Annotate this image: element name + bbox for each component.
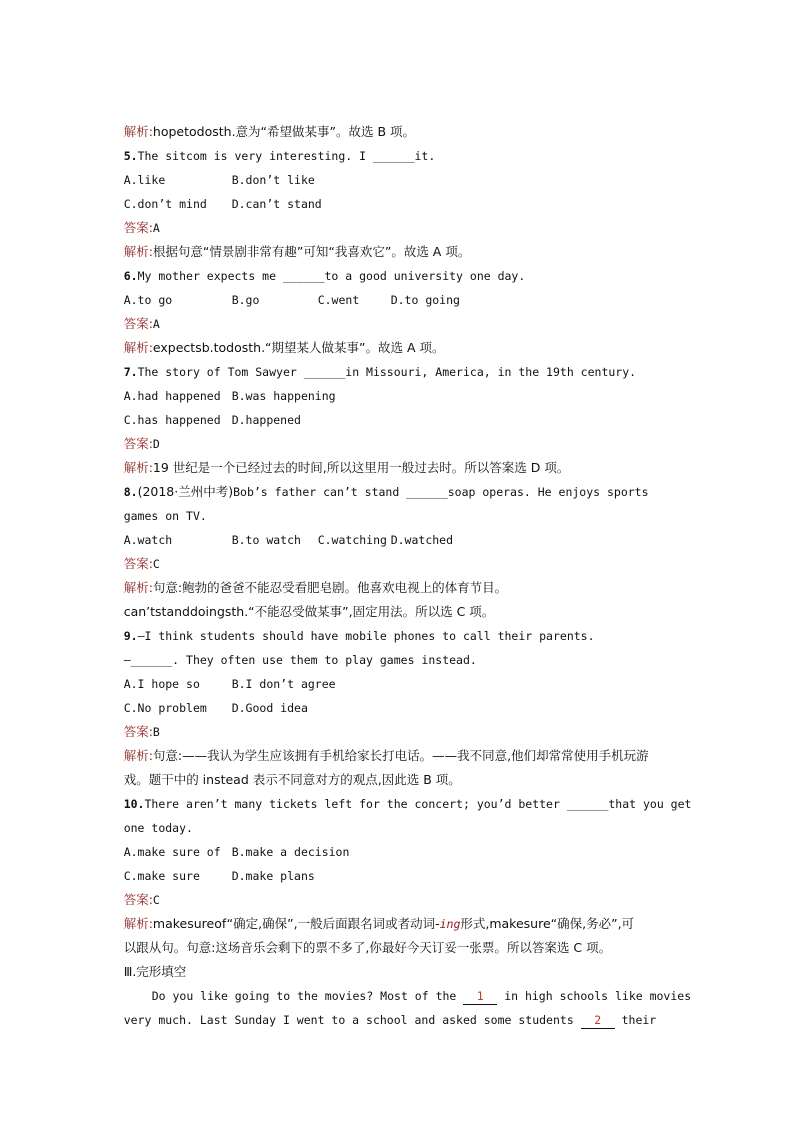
document-page (96, 96, 706, 1027)
answer-8: 答案:C (123, 556, 160, 571)
question-10-continued: one today. (123, 821, 193, 835)
explanation-5: 解析:根据句意“情景剧非常有趣”可知“我喜欢它”。故选 A 项。 (123, 244, 471, 259)
question-8-continued: games on TV. (123, 509, 207, 523)
section-title: Ⅲ.完形填空 (123, 964, 187, 979)
question-9: 9.—I think students should have mobile phones to call their parents. (123, 629, 595, 643)
answer-7: 答案:D (123, 436, 160, 451)
question-9-reply: —______. They often use them to play games instead. (123, 653, 477, 667)
question-5: 5.The sitcom is very interesting. I ______it. (123, 149, 436, 163)
question-7-options-ab: A.had happened B.was happening (123, 389, 336, 403)
question-7: 7.The story of Tom Sawyer ______in Missouri, America, in the 19th century. (123, 365, 637, 379)
explanation-10: 解析:makesureof“确定,确保”,一般后面跟名词或者动词-ing形式,makesure“确保,务必”,可 (123, 916, 635, 931)
answer-10: 答案:C (123, 892, 160, 907)
answer-6: 答案:A (123, 316, 160, 331)
question-7-options-cd: C.has happened D.happened (123, 413, 301, 427)
question-10-options-cd: C.make sure D.make plans (123, 869, 315, 883)
explanation-line: 解析:hopetodosth.意为“希望做某事”。故选 B 项。 (123, 124, 416, 139)
explanation-8-continued: can’tstanddoingsth.“不能忍受做某事”,固定用法。所以选 C 项。 (123, 604, 495, 619)
blank-1: 1 (463, 988, 497, 1005)
explanation-9-continued: 戏。题干中的 instead 表示不同意对方的观点,因此选 B 项。 (123, 772, 461, 787)
question-8-options: A.watch B.to watch C.watching D.watched (123, 533, 454, 547)
answer-5: 答案:A (123, 220, 160, 235)
explanation-6: 解析:expectsb.todosth.“期望某人做某事”。故选 A 项。 (123, 340, 445, 355)
explanation-9: 解析:句意:——我认为学生应该拥有手机给家长打电话。——我不同意,他们却常常使用手机玩游 (123, 748, 649, 763)
explanation-7: 解析:19 世纪是一个已经过去的时间,所以这里用一般过去时。所以答案选 D 项。 (123, 460, 570, 475)
question-9-options-cd: C.No problem D.Good idea (123, 701, 308, 715)
question-5-options-ab: A.like B.don’t like (123, 173, 315, 187)
question-9-options-ab: A.I hope so B.I don’t agree (123, 677, 336, 691)
question-6-options: A.to go B.go C.went D.to going (123, 293, 460, 307)
question-6: 6.My mother expects me ______to a good university one day. (123, 269, 526, 283)
explanation-10-continued: 以跟从句。句意:这场音乐会剩下的票不多了,你最好今天订妥一张票。所以答案选 C 项。 (123, 940, 612, 955)
question-10: 10.There aren’t many tickets left for the concert; you’d better ______that you get (123, 797, 692, 811)
question-5-options-cd: C.don’t mind D.can’t stand (123, 197, 322, 211)
blank-2: 2 (581, 1012, 615, 1029)
question-10-options-ab: A.make sure of B.make a decision (123, 845, 350, 859)
answer-9: 答案:B (123, 724, 160, 739)
question-8: 8.(2018·兰州中考)Bob’s father can’t stand ______soap operas. He enjoys sports (123, 484, 649, 499)
passage-line-2: very much. Last Sunday I went to a school and asked some students 2 their (123, 1013, 657, 1027)
explanation-8: 解析:句意:鲍勃的爸爸不能忍受看肥皂剧。他喜欢电视上的体育节目。 (123, 580, 508, 595)
passage-line-1: Do you like going to the movies? Most of the 1 in high schools like movies (151, 989, 692, 1003)
